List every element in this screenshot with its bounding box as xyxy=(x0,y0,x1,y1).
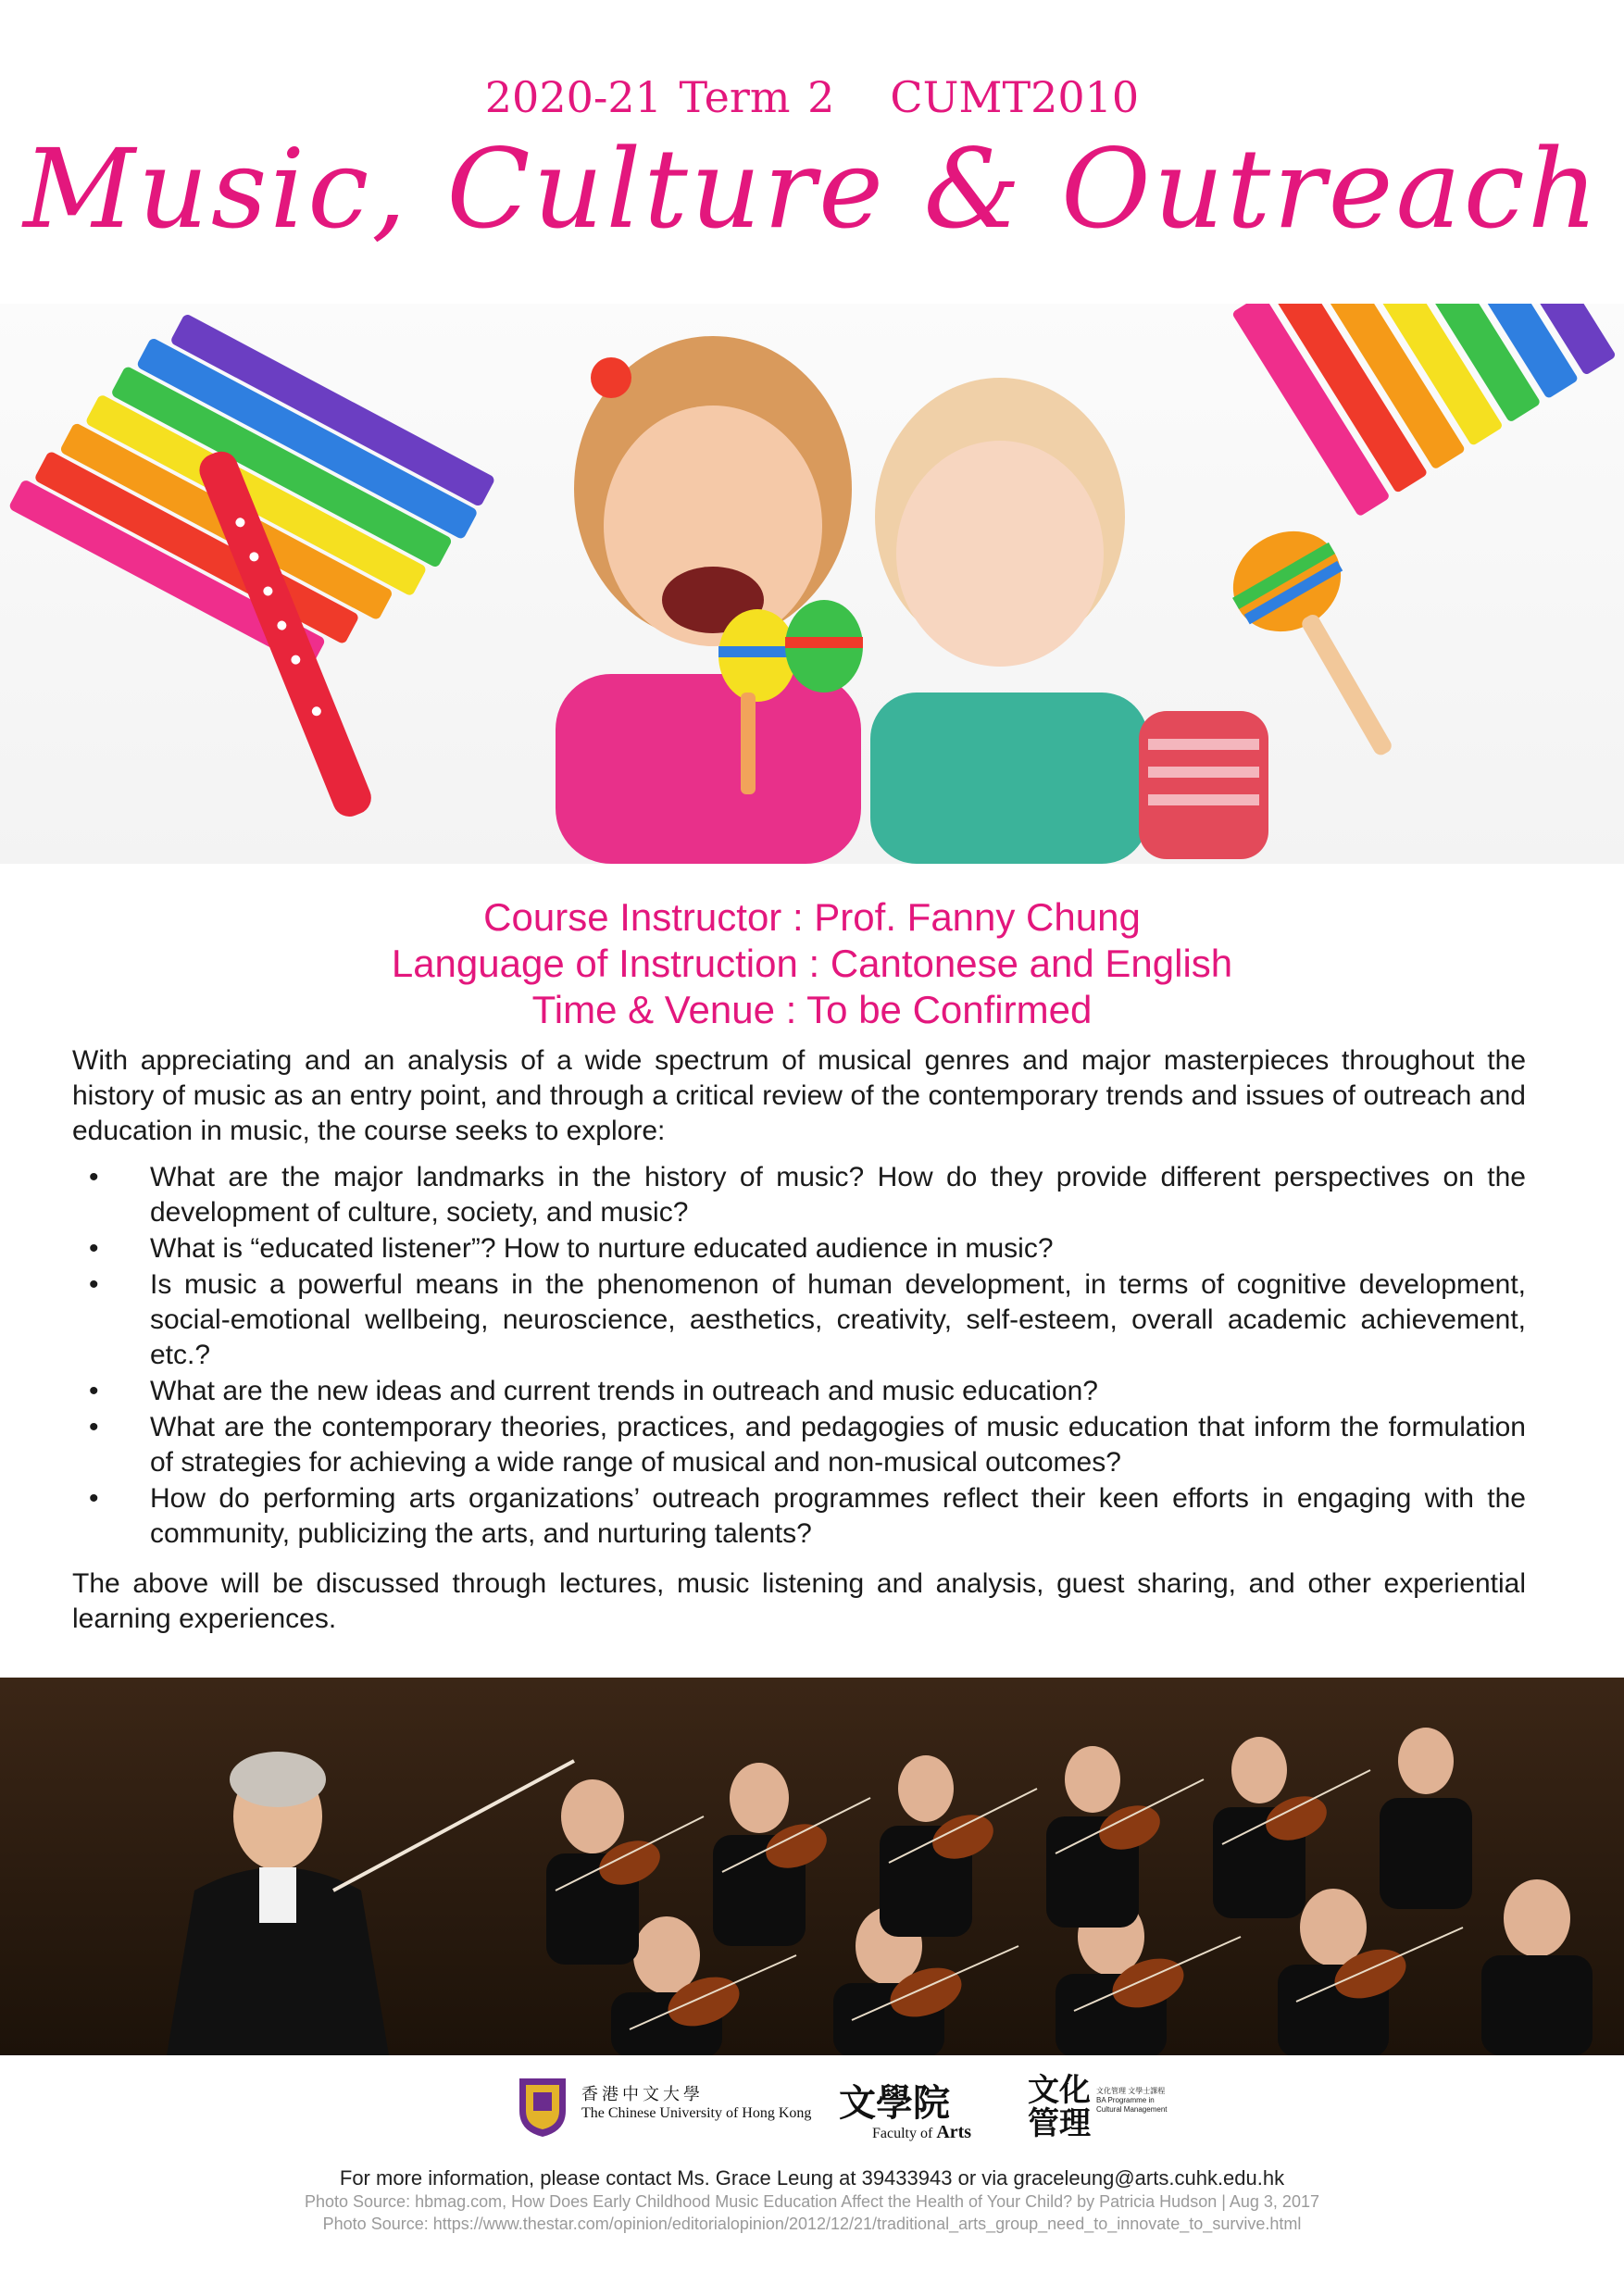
time-venue-line: Time & Venue : To be Confirmed xyxy=(531,988,1093,1031)
cultural-management-logo xyxy=(1028,2074,1167,2148)
bullet-dot: • xyxy=(89,1162,99,1192)
bullet-dot: • xyxy=(89,1412,99,1442)
list-item xyxy=(72,1481,1526,1552)
photo-source-2: Photo Source: https://www.thestar.com/opinion/editorialopinion/2012/12/21/traditional_arts_group_need_to_innovate_to_survive.html xyxy=(322,2215,1302,2233)
term-label: 2020-21 Term 2 xyxy=(484,72,835,122)
outro-paragraph: The above will be discussed through lectures, music listening and analysis, guest sharing, and other experiential learning experiences. xyxy=(72,1568,1526,1634)
arts-name-zh: 文學院 xyxy=(839,2081,950,2125)
bullet-dot: • xyxy=(89,1483,99,1514)
question-text: How do performing arts organizations’ outreach programmes reflect their keen efforts in engaging with the community, publicizing the arts, and nurturing talents? xyxy=(150,1483,1526,1549)
faculty-of-arts-logo xyxy=(839,2074,978,2148)
arts-name-en xyxy=(872,2122,971,2143)
list-item xyxy=(72,1374,1526,1409)
question-text: What are the new ideas and current trends in outreach and music education? xyxy=(150,1376,1098,1406)
list-item xyxy=(72,1267,1526,1373)
bullet-dot: • xyxy=(89,1376,99,1406)
logo-row xyxy=(0,2074,1624,2157)
cuhk-crest-icon xyxy=(515,2074,570,2139)
arts-name-prefix: Faculty of xyxy=(872,2126,933,2141)
page-title: Music, Culture & Outreach xyxy=(23,125,1601,253)
list-item xyxy=(72,1410,1526,1480)
cm-name-zh: 文化管理 xyxy=(1028,2072,1091,2142)
question-text: Is music a powerful means in the phenomenon of human development, in terms of cognitive development, social-emotional wellbeing, neuroscience, aesthetics, creativity, self-esteem, overall academic achievement, etc.? xyxy=(150,1269,1526,1370)
course-code: CUMT2010 xyxy=(890,72,1140,122)
question-text: What are the major landmarks in the history of music? How do they provide different perspectives on the development of culture, society, and music? xyxy=(150,1162,1526,1228)
cuhk-name-zh: 香港中文大學 xyxy=(581,2085,704,2104)
term-line xyxy=(0,72,1624,122)
language-line: Language of Instruction : Cantonese and English xyxy=(391,942,1233,985)
intro-paragraph: With appreciating and an analysis of a wide spectrum of musical genres and major masterpieces throughout the history of music as an entry point, and through a critical review of the contemporary trends and issues of outreach and education in music, the course seeks to explore: xyxy=(72,1045,1526,1146)
list-item xyxy=(72,1231,1526,1267)
question-list xyxy=(72,1160,1526,1553)
cuhk-name-en: The Chinese University of Hong Kong xyxy=(581,2105,812,2121)
instructor-line: Course Instructor : Prof. Fanny Chung xyxy=(483,895,1141,939)
question-text: What are the contemporary theories, practices, and pedagogies of music education that inform the formulation of strategies for achieving a wide range of musical and non-musical outcomes? xyxy=(150,1412,1526,1478)
cm-name-small: 文化管理 文學士課程 BA Programme in Cultural Management xyxy=(1096,2087,1168,2114)
question-text: What is “educated listener”? How to nurture educated audience in music? xyxy=(150,1233,1054,1264)
kids-music-photo xyxy=(0,304,1624,864)
orchestra-photo xyxy=(0,1678,1624,2055)
contact-line: For more information, please contact Ms. Grace Leung at 39433943 or via graceleung@arts.cuhk.edu.hk xyxy=(339,2166,1285,2190)
arts-name-word: Arts xyxy=(936,2122,972,2142)
list-item xyxy=(72,1160,1526,1230)
course-info xyxy=(0,894,1624,1033)
bullet-dot: • xyxy=(89,1233,99,1264)
bullet-dot: • xyxy=(89,1269,99,1300)
cuhk-logo xyxy=(515,2074,812,2148)
photo-source-1: Photo Source: hbmag.com, How Does Early Childhood Music Education Affect the Health of Your Child? by Patricia Hudson | Aug 3, 2017 xyxy=(305,2192,1319,2211)
